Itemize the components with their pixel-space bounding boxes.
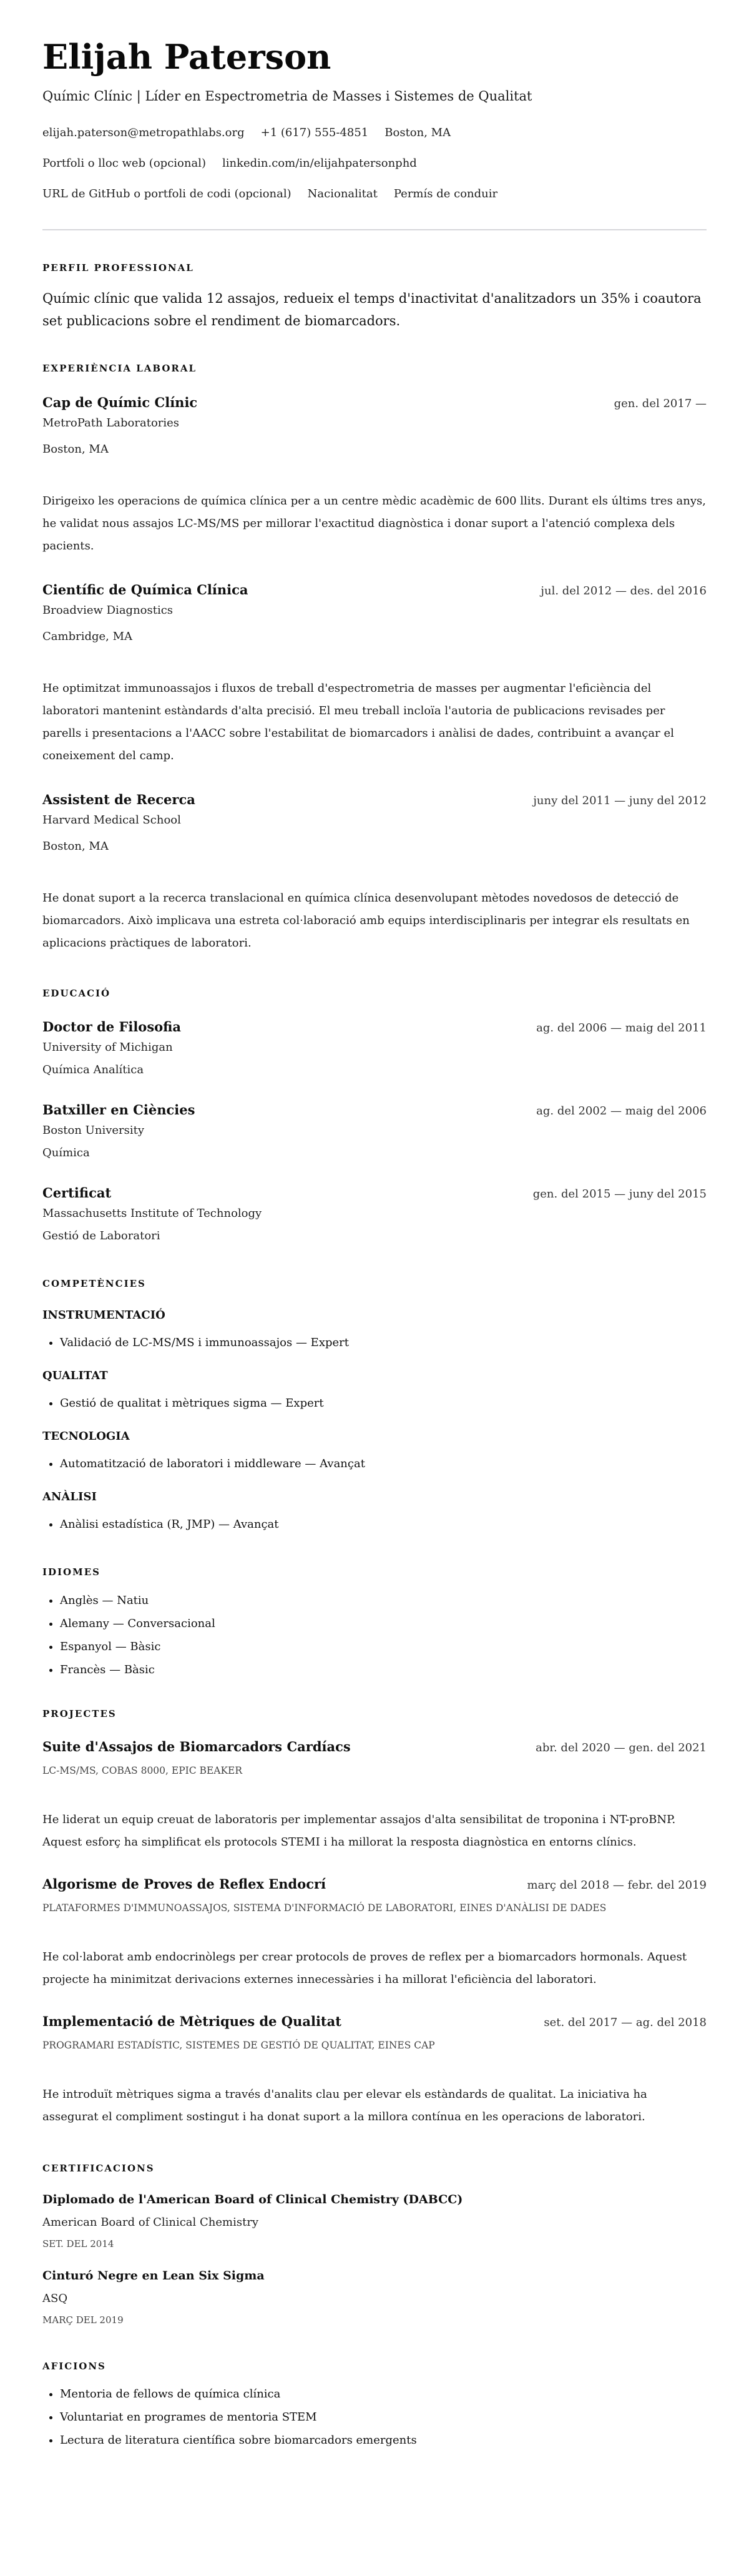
summary-text: Químic clínic que valida 12 assajos, redueix el temps d'inactivitat d'analitzadors un 35% i coautora set publicacions sobre el rendiment de biomarcadors. bbox=[42, 291, 702, 328]
school-name: University of Michigan bbox=[42, 1041, 173, 1054]
education-section bbox=[42, 987, 707, 1246]
skill-list bbox=[42, 1334, 707, 1352]
project-title: Algorisme de Proves de Reflex Endocrí bbox=[42, 1876, 326, 1892]
education-entry bbox=[42, 1183, 707, 1246]
certification-date: MARÇ DEL 2019 bbox=[42, 2314, 124, 2326]
experience-entry bbox=[42, 790, 707, 955]
skill-item: • Validació de LC-MS/MS i immunoassajos — Expert bbox=[60, 1334, 707, 1352]
experience-section bbox=[42, 362, 707, 955]
project-entry bbox=[42, 1737, 707, 1854]
job-title: Assistent de Recerca bbox=[42, 792, 195, 807]
experience-entry bbox=[42, 580, 707, 767]
project-title: Implementació de Mètriques de Qualitat bbox=[42, 2013, 341, 2029]
entry-header bbox=[42, 1100, 707, 1121]
project-dates: abr. del 2020 — gen. del 2021 bbox=[536, 1741, 707, 1754]
section-heading: PERFIL PROFESSIONAL bbox=[42, 262, 194, 273]
contact-row bbox=[42, 154, 707, 173]
project-description: He liderat un equip creuat de laboratoris per implementar assajos d'alta sensibilitat de troponina i NT-proBNP. Aquest esforç ha simplificat els protocols STEMI i ha millorat la resposta diagnòstica en entorns clínics. bbox=[42, 1813, 676, 1849]
certification-issuer: ASQ bbox=[42, 2292, 68, 2305]
hobbies-list bbox=[42, 2382, 707, 2452]
project-dates: set. del 2017 — ag. del 2018 bbox=[544, 2016, 707, 2029]
project-technologies: PROGRAMARI ESTADÍSTIC, SISTEMES DE GESTIÓ DE QUALITAT, EINES CAP bbox=[42, 2040, 435, 2051]
project-entry bbox=[42, 2012, 707, 2128]
education-dates: gen. del 2015 — juny del 2015 bbox=[532, 1187, 707, 1201]
languages-section bbox=[42, 1566, 707, 1681]
job-title: Científic de Química Clínica bbox=[42, 582, 248, 597]
field-of-study: Gestió de Laboratori bbox=[42, 1229, 160, 1242]
skill-group bbox=[42, 1489, 707, 1534]
skill-item: • Automatització de laboratori i middleware — Avançat bbox=[60, 1455, 707, 1473]
entry-header bbox=[42, 1183, 707, 1204]
field-of-study: Química Analítica bbox=[42, 1063, 144, 1076]
entry-header bbox=[42, 1737, 707, 1758]
entry-header bbox=[42, 790, 707, 811]
contact-row bbox=[42, 124, 707, 142]
certification-date: SET. DEL 2014 bbox=[42, 2238, 114, 2249]
degree: Doctor de Filosofia bbox=[42, 1019, 182, 1035]
job-dates: juny del 2011 — juny del 2012 bbox=[533, 794, 707, 807]
hobby-item: • Mentoria de fellows de química clínica bbox=[60, 2382, 707, 2406]
certification-issuer: American Board of Clinical Chemistry bbox=[42, 2216, 259, 2229]
hobbies-section bbox=[42, 2360, 707, 2452]
github-link[interactable]: URL de GitHub o portfoli de codi (opcional) bbox=[42, 187, 291, 200]
entry-header bbox=[42, 2012, 707, 2033]
company-name: MetroPath Laboratories bbox=[42, 416, 180, 430]
certification-entry bbox=[42, 2267, 707, 2327]
languages-list bbox=[42, 1589, 707, 1681]
skill-list bbox=[42, 1394, 707, 1413]
certification-title: Diplomado de l'American Board of Clinical Chemistry (DABCC) bbox=[42, 2193, 463, 2206]
education-entry bbox=[42, 1100, 707, 1163]
header-divider bbox=[42, 229, 707, 230]
skill-category: QUALITAT bbox=[42, 1369, 108, 1382]
section-heading: COMPETÈNCIES bbox=[42, 1278, 146, 1289]
skill-item: • Anàlisi estadística (R, JMP) — Avançat bbox=[60, 1515, 707, 1534]
project-technologies: LC-MS/MS, COBAS 8000, EPIC BEAKER bbox=[42, 1765, 243, 1776]
section-heading: CERTIFICACIONS bbox=[42, 2163, 155, 2174]
skill-list bbox=[42, 1455, 707, 1473]
candidate-name: Elijah Paterson bbox=[42, 37, 331, 77]
job-description: He donat suport a la recerca translacional en química clínica desenvolupant mètodes novedosos de detecció de biomarcadors. Això implicava una estreta col·laboració amb equips interdisciplinaris per integrar els resultats en aplicacions pràctiques de laboratori. bbox=[42, 892, 690, 950]
contact-row bbox=[42, 185, 707, 204]
skill-group bbox=[42, 1428, 707, 1473]
job-title: Cap de Químic Clínic bbox=[42, 395, 198, 410]
education-dates: ag. del 2002 — maig del 2006 bbox=[536, 1104, 707, 1118]
job-location: Cambridge, MA bbox=[42, 630, 133, 643]
section-heading: EDUCACIÓ bbox=[42, 988, 111, 999]
school-name: Boston University bbox=[42, 1124, 145, 1137]
project-entry bbox=[42, 1874, 707, 1991]
section-heading: AFICIONS bbox=[42, 2361, 106, 2372]
phone: +1 (617) 555-4851 bbox=[260, 126, 369, 139]
project-technologies: PLATAFORMES D'IMMUNOASSAJOS, SISTEMA D'INFORMACIÓ DE LABORATORI, EINES D'ANÀLISI DE DADES bbox=[42, 1902, 607, 1914]
project-description: He introduït mètriques sigma a través d'analits clau per elevar els estàndards de qualitat. La iniciativa ha assegurat el compliment sostingut i ha donat suport a la millora contínua en les operacions de laboratori. bbox=[42, 2088, 647, 2123]
language-item: • Alemany — Conversacional bbox=[60, 1612, 707, 1635]
entry-header bbox=[42, 393, 707, 414]
summary-section bbox=[42, 262, 707, 332]
project-description: He col·laborat amb endocrinòlegs per crear protocols de proves de reflex per a biomarcadors hormonals. Aquest projecte ha minimitzat derivacions externes innecessàries i ha millorat l'eficiència del laboratori. bbox=[42, 1950, 687, 1986]
entry-header bbox=[42, 1874, 707, 1895]
hobby-item: • Lectura de literatura científica sobre biomarcadors emergents bbox=[60, 2429, 707, 2452]
entry-header bbox=[42, 580, 707, 601]
project-dates: març del 2018 — febr. del 2019 bbox=[527, 1879, 707, 1892]
company-name: Broadview Diagnostics bbox=[42, 604, 174, 617]
skill-list bbox=[42, 1515, 707, 1534]
school-name: Massachusetts Institute of Technology bbox=[42, 1207, 262, 1220]
job-location: Boston, MA bbox=[42, 840, 109, 853]
job-description: He optimitzat immunoassajos i fluxos de treball d'espectrometria de masses per augmentar l'eficiència del laboratori mantenint estàndards d'alta precisió. El meu treball incloïa l'autoria de publicacions revisades per parells i presentacions a l'AACC sobre l'estabilitat de biomarcadors i anàlisi de dades, contribuint a avançar el coneixement del camp. bbox=[42, 682, 674, 762]
language-item: • Francès — Bàsic bbox=[60, 1658, 707, 1681]
skill-item: • Gestió de qualitat i mètriques sigma — Expert bbox=[60, 1394, 707, 1413]
certifications-section bbox=[42, 2162, 707, 2327]
company-name: Harvard Medical School bbox=[42, 814, 181, 827]
experience-entry bbox=[42, 393, 707, 558]
skills-section bbox=[42, 1277, 707, 1534]
job-location: Boston, MA bbox=[42, 443, 109, 456]
location: Boston, MA bbox=[384, 126, 451, 139]
nationality: Nacionalitat bbox=[307, 187, 378, 200]
email-link[interactable]: elijah.paterson@metropathlabs.org bbox=[42, 126, 245, 139]
degree: Batxiller en Ciències bbox=[42, 1102, 195, 1118]
skill-group bbox=[42, 1307, 707, 1352]
education-dates: ag. del 2006 — maig del 2011 bbox=[536, 1021, 707, 1035]
section-heading: IDIOMES bbox=[42, 1566, 100, 1578]
skill-category: TECNOLOGIA bbox=[42, 1430, 130, 1443]
skill-category: ANÀLISI bbox=[42, 1490, 97, 1503]
degree: Certificat bbox=[42, 1185, 112, 1201]
field-of-study: Química bbox=[42, 1146, 90, 1159]
linkedin-link[interactable]: linkedin.com/in/elijahpatersonphd bbox=[222, 157, 417, 170]
certification-title: Cinturó Negre en Lean Six Sigma bbox=[42, 2269, 265, 2283]
driving-license: Permís de conduir bbox=[393, 187, 498, 200]
language-item: • Anglès — Natiu bbox=[60, 1589, 707, 1612]
job-dates: gen. del 2017 — bbox=[614, 397, 707, 410]
job-dates: jul. del 2012 — des. del 2016 bbox=[541, 584, 707, 597]
education-entry bbox=[42, 1017, 707, 1079]
hobby-item: • Voluntariat en programes de mentoria STEM bbox=[60, 2406, 707, 2429]
entry-header bbox=[42, 1017, 707, 1038]
section-heading: EXPERIÈNCIA LABORAL bbox=[42, 363, 197, 374]
section-heading: PROJECTES bbox=[42, 1708, 117, 1719]
job-description: Dirigeixo les operacions de química clínica per a un centre mèdic acadèmic de 600 llits. Durant els últims tres anys, he validat nous assajos LC-MS/MS per millorar l'exactitud diagnòstica i donar suport a l'atenció complexa dels pacients. bbox=[42, 494, 706, 553]
skill-group bbox=[42, 1368, 707, 1413]
skill-category: INSTRUMENTACIÓ bbox=[42, 1309, 165, 1322]
headline: Químic Clínic | Líder en Espectrometria de Masses i Sistemes de Qualitat bbox=[42, 89, 532, 104]
resume-header bbox=[42, 37, 707, 204]
certification-entry bbox=[42, 2191, 707, 2251]
project-title: Suite d'Assajos de Biomarcadors Cardíacs bbox=[42, 1739, 351, 1754]
portfolio-link[interactable]: Portfoli o lloc web (opcional) bbox=[42, 157, 206, 170]
language-item: • Espanyol — Bàsic bbox=[60, 1635, 707, 1658]
projects-section bbox=[42, 1708, 707, 2128]
